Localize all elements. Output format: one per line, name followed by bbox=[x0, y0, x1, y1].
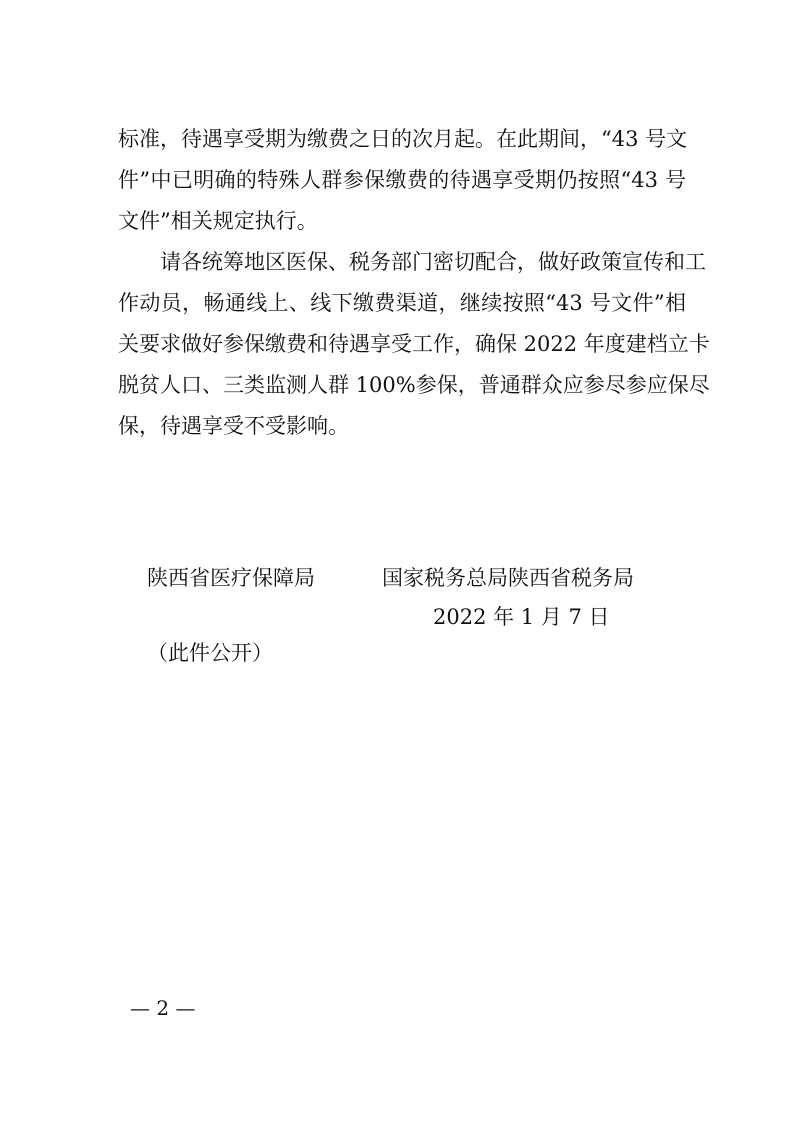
paragraph-1-line-1: 标准，待遇享受期为缴费之日的次月起。在此期间，“43 号文 bbox=[118, 127, 688, 151]
issuer-left: 陕西省医疗保障局 bbox=[147, 566, 315, 590]
paragraph-2-line-2: 作动员，畅通线上、线下缴费渠道，继续按照“43 号文件”相 bbox=[118, 291, 686, 315]
paragraph-1-line-3: 文件”相关规定执行。 bbox=[118, 209, 318, 233]
issuer-right: 国家税务总局陕西省税务局 bbox=[382, 566, 634, 590]
paragraph-2-line-4: 脱贫人口、三类监测人群 100%参保，普通群众应参尽参应保尽 bbox=[118, 373, 710, 397]
paragraph-2-line-3: 关要求做好参保缴费和待遇享受工作，确保 2022 年度建档立卡 bbox=[118, 332, 710, 356]
disclosure-note: （此件公开） bbox=[147, 641, 273, 665]
page-number: — 2 — bbox=[130, 996, 196, 1020]
paragraph-2-line-1: 请各统筹地区医保、税务部门密切配合，做好政策宣传和工 bbox=[160, 250, 706, 274]
issue-date: 2022 年 1 月 7 日 bbox=[433, 605, 610, 629]
paragraph-1-line-2: 件”中已明确的特殊人群参保缴费的待遇享受期仍按照“43 号 bbox=[118, 168, 686, 192]
paragraph-2-line-5: 保，待遇享受不受影响。 bbox=[118, 414, 349, 438]
